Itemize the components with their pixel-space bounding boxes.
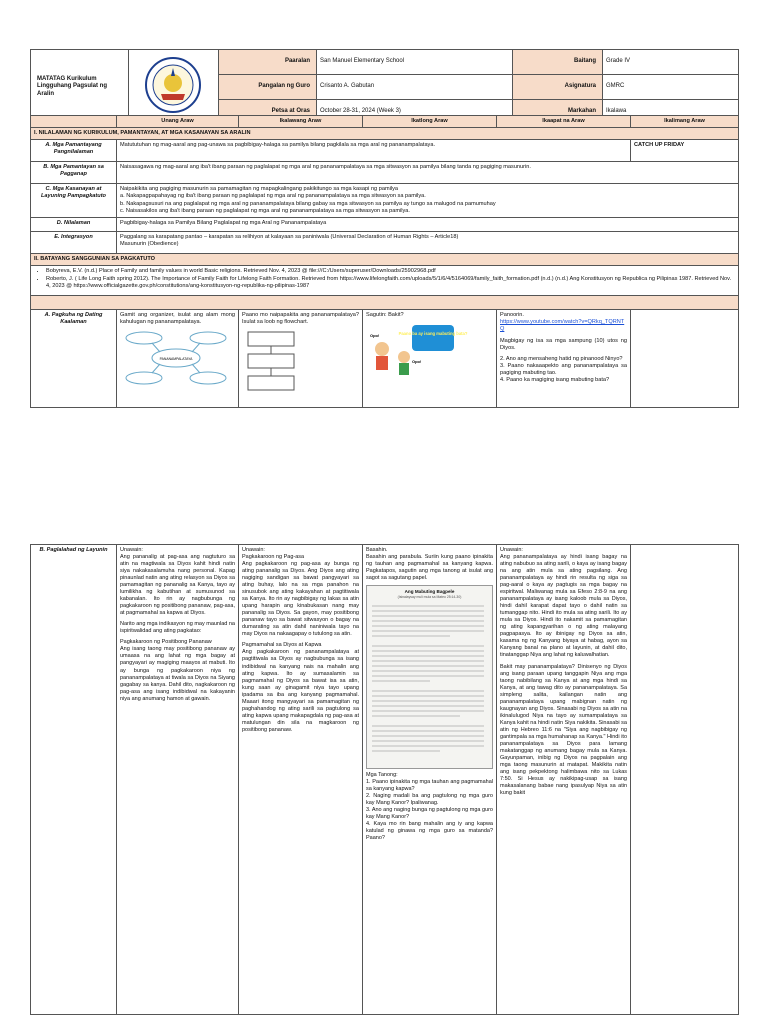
- video-question-2: 2. Ano ang mensaheng hatid ng pinanood Ninyo?: [500, 355, 623, 362]
- school-value: San Manuel Elementary School: [317, 50, 513, 75]
- watch-instruction: Panoorin.: [500, 312, 524, 319]
- objective-a: a. Nakapagpapahayag ng iba't ibang paraan ng paglalapat ng mga aral ng pananampalataya sa mga sitwasyon sa pamilya.: [120, 193, 426, 200]
- parable-title: Ang Mabuting Bagpele: [404, 589, 455, 595]
- video-question-3: 3. Paano nakaaapekto ang pananampalataya sa pagiging mabuting tao.: [500, 363, 627, 377]
- row-e-text: [117, 231, 739, 253]
- references-cell: [31, 266, 739, 296]
- header-table: [30, 49, 739, 125]
- row-c-label: C. Mga Kasanayan at Layuning Pampagkatuto: [31, 184, 117, 218]
- day-4-paragraph-2: Bakit may pananampalataya? Dinisenyo ng Diyos ang isang paraan upang tanggapin Niya ang mga taong nabibilang sa Kanya at ang mga hindi sa Kanya, at ang tawag dito ay pananampalataya. Sa simpleng salita, kailangan natin ang pananampalataya upang mabignan natin ng kaugnayan ang Diyos. Sinasabi ng Diyos sa atin na ikinalulugod Niya na tayo ay sumampalataya sa Kanya kahit na hindi natin Siya nakikita. Sinasabi sa atin ng Hebreo 11:6 na "Siya ang nagbibigay ng gantimpala sa mga humahanap sa Kanya." Hindi ito pananampalataya sa Diyos para lamang makatanggap ng anumang bagay mula sa Kanya. Gayunpaman, inibig ng Diyos na pagpalain ang mga taong masunurin at matapat. Makikita natin ang isang pekpektong halimbawa nito sa Lukas 7:50. Si Hesus ay nakikipag-usap sa isang makasalanang babae nang ipasulyap Niya sa atin kung bakit: [500, 663, 627, 797]
- lesson-plan-title: MATATAG Kurikulum Lingguhang Pagsulat ng Aralin: [31, 50, 129, 125]
- row-d-label: D. Nilalaman: [31, 217, 117, 231]
- kid-2-reply: Opo!: [412, 359, 422, 365]
- day-1-paragraph-3: Ang isang taong may positibong pananaw ay umaasa na ang lahat ng mga bagay at pangyayari ay magiging maayos at mabuti. Ito ay bunga ng pagkakaroon niya ng pananampalataya at tiwala sa Diyos na Siyang gagabay sa kanya. Dahil dito, nagkakaroon ng pag-asa ang isang indibidwal na kakayanin niya ang anumang hamon at gawain.: [120, 646, 235, 702]
- subject-label: Asignatura: [513, 75, 603, 100]
- day-3-instruction: Basahin ang parabula. Suriin kung paano ipinakita ng tauhan ang pagmamahal sa kanyang kapwa. Pagkatapos, sagutin ang mga tanong at isulat ang sagot sa sagutang papel.: [366, 554, 493, 582]
- deped-seal-logo: [131, 56, 215, 114]
- lesson-table-1: [30, 115, 739, 408]
- prior-knowledge-day-4: [497, 310, 631, 408]
- prior-knowledge-day-5: [631, 310, 739, 408]
- row-b-text: Naisasagawa ng mag-aaral ang iba't ibang paraan ng paglalapat ng mga aral ng pananampalataya sa mga sitwasyon sa pamilya bilang tanda ng pagiging masunurin.: [117, 162, 739, 184]
- teacher-label: Pangalan ng Guro: [219, 75, 317, 100]
- day-5-header: Ikalimang Araw: [631, 116, 739, 128]
- organizer-center-label: PANANAMPALATAYA: [159, 357, 193, 362]
- question-4: 4. Kaya mo rin bang mahalin ang iy ang kapwa katulad ng ginawa ng mga guro sa matanda? Paano?: [366, 821, 493, 842]
- children-cartoon: [366, 323, 468, 379]
- day-4-paragraph-1: Ang pananampalataya ay hindi isang bagay na ating nabubuo sa ating sarili, o kaya ay isang bagay na ang atin mula sa ating pagsilang. Ang pananampalataya ay hindi rin resulta ng siga sa pag-aaral o kaya ay pagtugis sa mga bagay na espiritwal. Maliwanag mula sa Efeso 2:8-9 na ang pananampalataya ay isang kaloob mula sa Diyos, hindi dahil karapat dapat tayo o dahil natin sa tumanggap nito. Hindi ito mula sa ating sarili. Ito ay mula sa Diyos. Hindi ito nakamit sa pamamagitan ng ating kapangyarihan o ng ating malayang pagpapasya. Ito ay ibinigay ng Diyos sa atin, kasama ng ng Kanyang biyaya at habag, ayon sa Kanyang banal na plano at layunin, at dahil dito, tinatanggap Niya ang lahat ng kaluwalhatian.: [500, 554, 627, 659]
- objective-main: Naipakikita ang pagiging masunurin sa pamamagitan ng mapagkalingang pakikitungo sa mga kasapi ng pamilya: [120, 186, 398, 193]
- speech-bubble-text: Paano ba ay isang mabuting bata?: [398, 331, 468, 337]
- date-label: Petsa at Oras: [219, 100, 317, 125]
- shaded-spacer: [31, 296, 739, 310]
- presentation-day-3: [363, 545, 497, 1015]
- row-e-label: E. Integrasyon: [31, 231, 117, 253]
- video-question-4: 4. Paano ka magiging isang mabuting bata?: [500, 377, 610, 384]
- deped-seal-cell: [129, 50, 219, 125]
- section-1-heading: I. NILALAMAN NG KURIKULUM, PAMANTAYAN, AT MGA KASANAYAN SA ARALIN: [31, 128, 739, 140]
- answer-instruction: Sagutin: Bakit?: [366, 312, 404, 319]
- kid-1-reply: Opo!: [370, 333, 380, 339]
- presentation-day-4: [497, 545, 631, 1015]
- quarter-value: Ikalawa: [603, 100, 739, 125]
- day-1-paragraph-1: Ang pananalig at pag-asa ang nagtuturo sa atin na magtiwala sa Diyos kahit hindi natin siya nakakasalamuha nang personal. Kapag pinaunlad natin ang ating relasyon sa Diyos sa pamamagitan ng pananalig sa Kanya, tayo ay lumilikha ng kabutihan at sumusunod sa kabanalan. Ito rin ay nagbubunga ng pagkakaroon ng positibong pananaw, pag-asa, at pagmamahal sa kapwa at Diyos.: [120, 554, 235, 617]
- grade-label: Baitang: [513, 50, 603, 75]
- quarter-label: Markahan: [513, 100, 603, 125]
- video-question-1: Magbigay ng isa sa mga sampung (10) utos ng Diyos.: [500, 337, 627, 351]
- objective-presentation-label: B. Paglalahad ng Layunin: [31, 545, 117, 1015]
- day-3-read-label: Basahin.: [366, 547, 388, 553]
- day-4-header: Ikaapat na Araw: [497, 116, 631, 128]
- day-1-unawain: Unawain:: [120, 547, 143, 553]
- parable-text-lines: [370, 602, 486, 762]
- date-value: October 28-31, 2024 (Week 3): [317, 100, 513, 125]
- day-2-subheading-1: Pagkakaroon ng Pag-asa: [242, 554, 305, 561]
- day-3-header: Ikatlong Araw: [363, 116, 497, 128]
- day-2-unawain: Unawain:: [242, 547, 265, 553]
- day-1-paragraph-2: Narito ang mga indikasyon ng may maunlad na ispiritwalidad ang ating pagkatao:: [120, 621, 235, 635]
- question-3: 3. Ano ang naging bunga ng pagtulong ng mga guro kay Mang Kanor?: [366, 807, 493, 821]
- school-label: Paaralan: [219, 50, 317, 75]
- blank-corner: [31, 116, 117, 128]
- integration-line-2: Masunurin (Obedience): [120, 241, 179, 248]
- catch-up-friday: CATCH UP FRIDAY: [631, 140, 739, 162]
- teacher-value: Crisanto A. Gabutan: [317, 75, 513, 100]
- lesson-table-2: [30, 544, 739, 1015]
- question-1: 1. Paano ipinakita ng mga tauhan ang pagmamahal sa kanyang kapwa?: [366, 779, 493, 793]
- day-1-subheading: Pagkakaroon ng Positibong Pananaw: [120, 639, 212, 646]
- day-2-subheading-2: Pagmamahal sa Diyos at Kapwa: [242, 642, 322, 649]
- reference-1: • Bobyreva, E.V. (n.d.) Place of Family and family values in world Basic religions. Retrieved Nov. 4, 2023 @ file:///C:/Users/superuser/Downloads/25902968.pdf: [46, 268, 735, 275]
- parable-subtitle: (Isinalaysay muli mula sa Mateo 25:14-30): [397, 595, 462, 600]
- parable-image: [366, 585, 493, 769]
- subject-value: GMRC: [603, 75, 739, 100]
- row-b-label: B. Mga Pamantayan sa Pagganap: [31, 162, 117, 184]
- presentation-day-2: [239, 545, 363, 1015]
- organizer-instruction: Gamit ang organizer, isulat ang alam mong kahulugan ng pananampalataya.: [120, 312, 235, 326]
- flowchart-diagram: [242, 330, 302, 396]
- prior-knowledge-label: A. Pagkuha ng Dating Kaalaman: [31, 310, 117, 408]
- objective-c: c. Naisasakilos ang iba't ibang paraan ng paglalapat ng mga aral ng pananampalataya sa mga sitwasyon sa pamilya.: [120, 207, 410, 214]
- row-d-text: Pagbibigay-halaga sa Pamilya Bilang Paglalapat ng mga Aral ng Pananampalataya: [117, 217, 739, 231]
- prior-knowledge-day-1: [117, 310, 239, 408]
- presentation-day-5: [631, 545, 739, 1015]
- prior-knowledge-day-2: [239, 310, 363, 408]
- day-2-header: Ikalawang Araw: [239, 116, 363, 128]
- question-2: 2. Naging madali ba ang pagtulong ng mga guro kay Mang Kanor? Ipaliwanag.: [366, 793, 493, 807]
- presentation-day-1: [117, 545, 239, 1015]
- row-a-text: Matututuhan ng mag-aaral ang pag-unawa sa pagbibigay-halaga sa pamilya bilang pagkilala sa mga aral ng pananampalataya.: [117, 140, 631, 162]
- concept-organizer-diagram: [120, 330, 232, 386]
- day-1-header: Unang Araw: [117, 116, 239, 128]
- grade-value: Grade IV: [603, 50, 739, 75]
- section-2-heading: II. BATAYANG SANGGUNIAN SA PAGKATUTO: [31, 253, 739, 265]
- day-2-paragraph-1: Ang pagkakaroon ng pag-asa ay bunga ng ating pananalig sa Diyos. Ang Diyos ang ating nagiging sandigan sa bawat pangyayari sa ating buhay, lalo na sa mga panahon na sinusubok ang ating kakayahan at pagtitiwala sa Kanya. Ito rin ay nagbibigay ng lakas sa atin upang harapin ang kinabukasan nang may pananalig sa Diyos. Sa gayon, may positibong pananaw tayo sa bawat sitwasyon o bagay na dumarating sa atin dahil naniniwala tayo na may Diyos na nakaagapay o tutulong sa atin.: [242, 561, 359, 638]
- questions-title: Mga Tanong:: [366, 772, 398, 779]
- objective-b: b. Nakapagsusuri na ang paglalapat ng mga aral ng pananampalataya bilang gabay sa mga sitwasyon sa pamilya ay tungo sa malugod na pamumuhay: [120, 200, 496, 207]
- day-4-unawain: Unawain:: [500, 547, 523, 553]
- flowchart-instruction: Paano mo naipapakita ang pananampalataya? Isulat sa loob ng flowchart.: [242, 312, 359, 326]
- day-2-paragraph-2: Ang pagkakaroon ng pananampalataya at pagtitiwala sa Diyos ay nagbubunga sa isang indibidwal na kanyang nais na mahalin ang ating kapwa. Ito ay sumasalamin sa pagmamahal ng Diyos sa bawat isa sa atin, kung saan ay ginagamit niya tayo upang ipadama sa iba ang kanyang pagmamahal. Maaari itong mangyayari sa pamamagitan ng paghahandog ng ating sarili sa pagtulong sa ating kapwa upang makapagdala ng pag-asa at matulungan din sila na magkaroon ng positibong pananaw.: [242, 649, 359, 733]
- prior-knowledge-day-3: [363, 310, 497, 408]
- reference-2: • Roberto, J. ( Life Long Faith spring 2012). The Importance of Family Faith for Lifelong Faith Formation. Retrieved from https://www.lifelongfaith.com/uploads/5/1/6/4/5164069/family_faith_formation.pdf (n.d.) (n.d.) Ang Konstitusyon ng Republica ng Pilipinas 1987. Retrieved Nov. 4, 2023 @ https://www.officialgazette.gov.ph/constitutions/ang-konstitusyon-ng-republika-ng-pilipinas-1987: [46, 276, 735, 290]
- row-c-text: [117, 184, 739, 218]
- row-a-label: A. Mga Pamantayang Pangnilalaman: [31, 140, 117, 162]
- youtube-video-link[interactable]: https://www.youtube.com/watch?v=QRkq_TQRNTQ: [500, 319, 625, 333]
- integration-line-1: Paggalang sa karapatang pantao – karapatan sa relihiyon at kalayaan sa paniniwala (Universal Declaration of Human Rights – Article18): [120, 233, 459, 240]
